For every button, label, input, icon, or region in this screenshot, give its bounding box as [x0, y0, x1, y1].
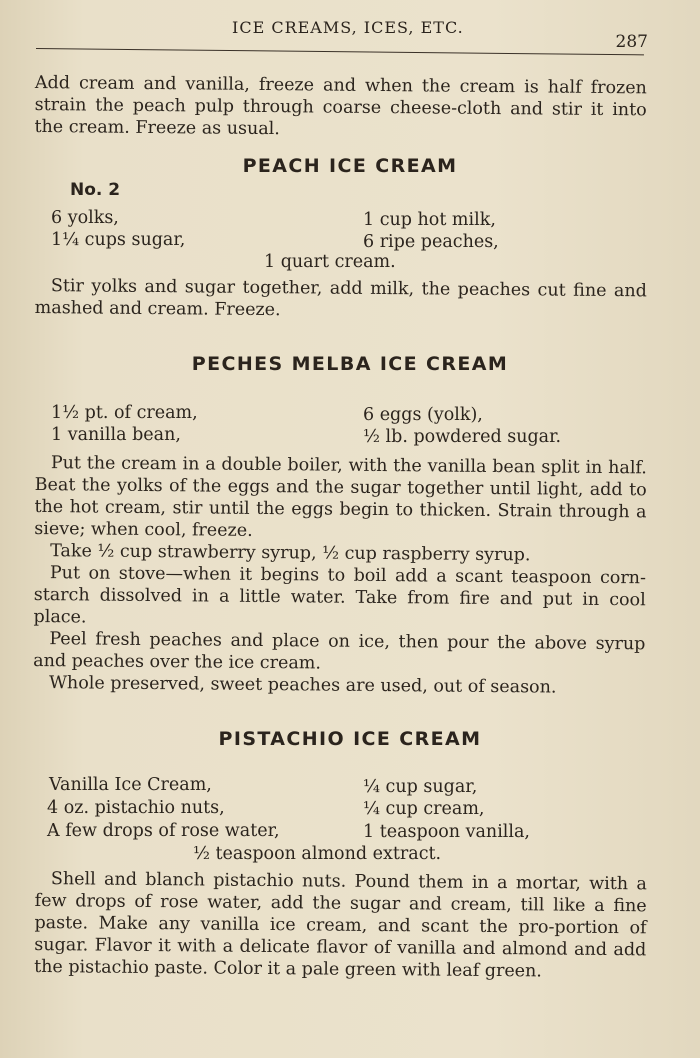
peach-recipe-number: No. 2 — [70, 180, 121, 200]
melba-heading: PECHES MELBA ICE CREAM — [191, 353, 509, 375]
melba-ingredient: 1½ pt. of cream, — [51, 403, 198, 423]
page-number: 287 — [615, 32, 648, 52]
running-head — [0, 18, 700, 52]
pistachio-heading: PISTACHIO ICE CREAM — [218, 728, 482, 750]
pistachio-ingredient: 4 oz. pistachio nuts, — [47, 798, 225, 818]
melba-ingredient: 1 vanilla bean, — [51, 425, 181, 445]
peach-heading: PEACH ICE CREAM — [242, 155, 458, 177]
running-head-title: ICE CREAMS, ICES, ETC. — [232, 18, 464, 37]
melba-ingredient: 6 eggs (yolk), — [363, 405, 483, 425]
peach-ingredient: 6 ripe peaches, — [363, 232, 499, 252]
pistachio-directions: Shell and blanch pistachio nuts. Pound them in a mortar, with a few drops of rose water, add the sugar and cream, till like a fine paste. Make any vanilla ice cream, and scant the pro-portion of sugar. Flavor it with a delicate flavor of vanilla and almond and add the pistachio paste. Color it a pale green with leaf green. — [34, 869, 647, 982]
pistachio-ingredient: Vanilla Ice Cream, — [49, 775, 212, 795]
melba-directions — [33, 452, 647, 699]
melba-paragraph: Put on stove—when it begins to boil add a scant teaspoon corn-starch dissolved in a little water. Take from fire and put in cool place. — [33, 563, 647, 628]
peach-ingredient: 1 quart cream. — [264, 252, 396, 272]
melba-ingredient: ½ lb. powdered sugar. — [363, 427, 562, 447]
peach-ingredient: 1 cup hot milk, — [363, 210, 496, 230]
pistachio-ingredient: ½ teaspoon almond extract. — [193, 844, 442, 864]
melba-paragraph: Whole preserved, sweet peaches are used, out of season. — [48, 673, 557, 698]
pistachio-ingredient: A few drops of rose water, — [47, 821, 280, 841]
header-rule — [36, 48, 644, 55]
intro-paragraph: Add cream and vanilla, freeze and when the cream is half frozen strain the peach pulp through coarse cheese-cloth and stir it into the cream. Freeze as usual. — [34, 72, 647, 140]
pistachio-ingredient: ¼ cup cream, — [363, 799, 485, 819]
melba-paragraph: Put the cream in a double boiler, with the vanilla bean split in half. Beat the yolks of the eggs and the sugar together until light, add to the hot cream, stir until the eggs begin to thicken. Strain through a sieve; when cool, freeze. — [34, 453, 647, 541]
peach-ingredient: 6 yolks, — [51, 208, 119, 228]
pistachio-ingredient: ¼ cup sugar, — [363, 777, 478, 797]
pistachio-ingredient: 1 teaspoon vanilla, — [363, 822, 530, 842]
melba-paragraph: Take ½ cup strawberry syrup, ½ cup raspberry syrup. — [50, 541, 531, 566]
melba-paragraph: Peel fresh peaches and place on ice, then pour the above syrup and peaches over the ice cream. — [33, 629, 646, 674]
peach-directions: Stir yolks and sugar together, add milk, the peaches cut fine and mashed and cream. Freeze. — [34, 276, 647, 321]
peach-ingredient: 1¼ cups sugar, — [51, 230, 186, 250]
